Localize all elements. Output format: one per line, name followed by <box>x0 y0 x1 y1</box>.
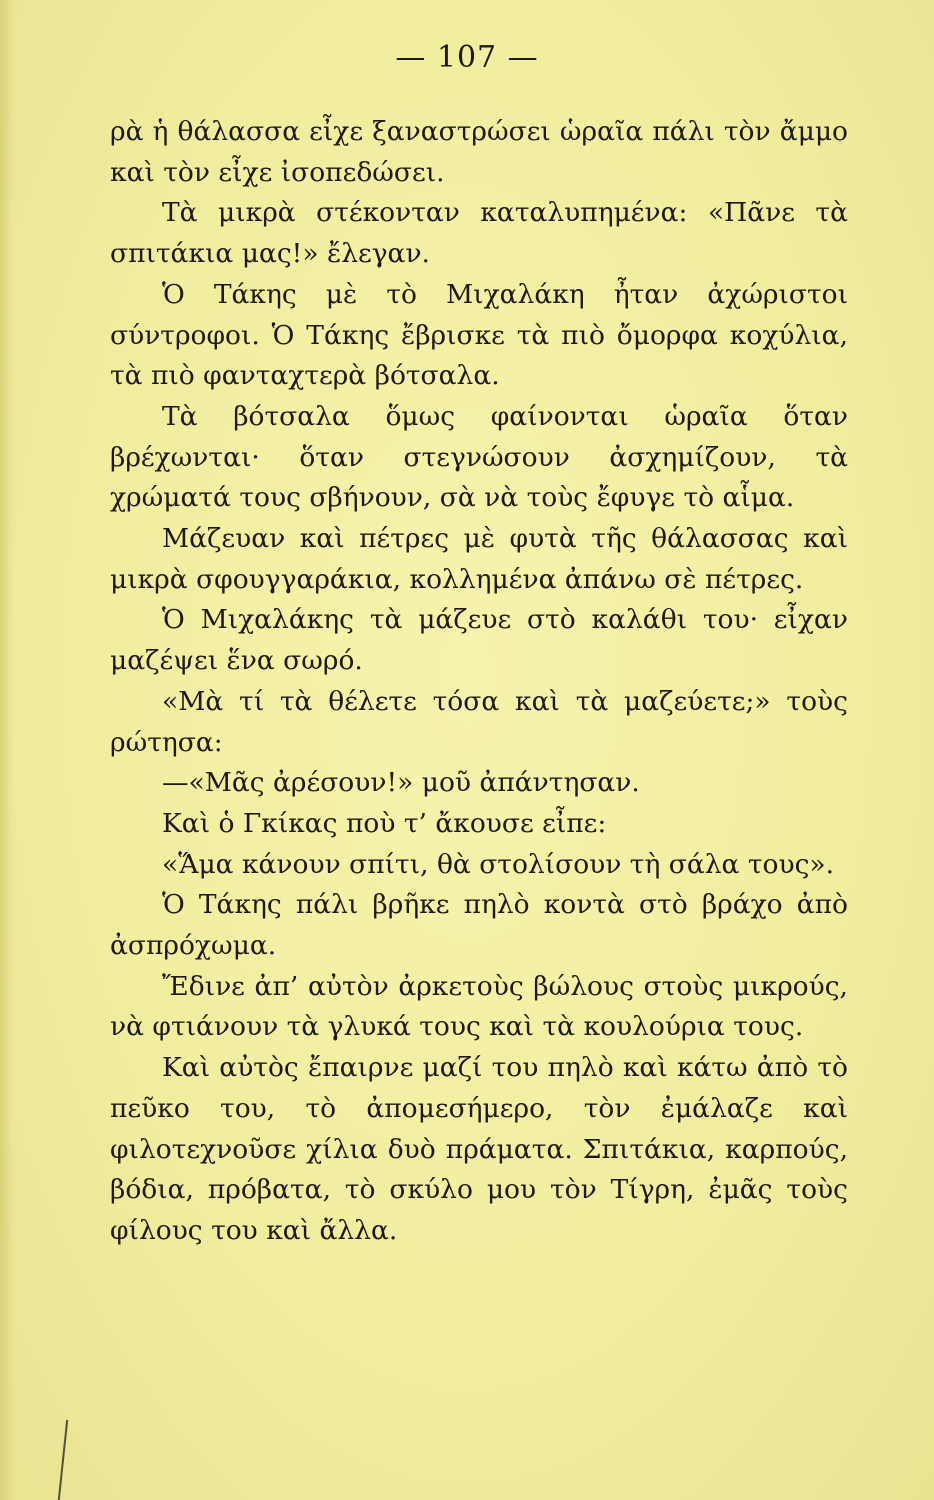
paragraph: ρὰ ἡ θάλασσα εἶχε ξαναστρώσει ὡραῖα πάλι τὸν ἄμμο καὶ τὸν εἶχε ἰσοπεδώσει. <box>110 116 848 188</box>
paragraph: Μάζευαν καὶ πέτρες μὲ φυτὰ τῆς θάλασσας καὶ μικρὰ σφουγγαράκια, κολλημένα ἀπάνω σὲ πέτρες. <box>110 523 848 595</box>
page-number: — 107 — <box>395 40 539 75</box>
paragraph: —«Μᾶς ἀρέσουν!» μοῦ ἀπάντησαν. <box>162 767 640 799</box>
paragraph: Τὰ βότσαλα ὅμως φαίνονται ὡραῖα ὅταν βρέχωνται· ὅταν στεγνώσουν ἀσχημίζουν, τὰ χρώματά τους σβήνουν, σὰ νὰ τοὺς ἔφυγε τὸ αἷμα. <box>110 400 848 514</box>
paragraph: Τὰ μικρὰ στέκονταν καταλυπημένα: «Πᾶνε τὰ σπιτάκια μας!» ἔλεγαν. <box>110 197 848 270</box>
paragraph: «Μὰ τί τὰ θέλετε τόσα καὶ τὰ μαζεύετε;» τοὺς ρώτησα: <box>110 685 848 758</box>
paragraph: Καὶ αὐτὸς ἔπαιρνε μαζί του πηλὸ καὶ κάτω ἀπὸ τὸ πεῦκο του, τὸ ἀπομεσήμερο, τὸν ἐμάλαζε καὶ φιλοτεχνοῦσε χίλια δυὸ πράματα. Σπιτάκια, καρπούς, βόδια, πρόβατα, τὸ σκύλο μου τὸν Τίγρη, ἐμᾶς τοὺς φίλους του καὶ ἄλλα. <box>110 1052 848 1246</box>
paragraph: Ὁ Τάκης μὲ τὸ Μιχαλάκη ἦταν ἀχώριστοι σύντροφοι. Ὁ Τάκης ἔβρισκε τὰ πιὸ ὄμορφα κοχύλια, τὰ πιὸ φανταχτερὰ βότσαλα. <box>110 278 848 392</box>
paragraph: Ἔδινε ἀπ’ αὐτὸν ἀρκετοὺς βώλους στοὺς μικρούς, νὰ φτιάνουν τὰ γλυκά τους καὶ τὰ κουλούρια τους. <box>110 970 848 1043</box>
paragraph: Ὁ Μιχαλάκης τὰ μάζευε στὸ καλάθι του· εἶχαν μαζέψει ἕνα σωρό. <box>110 604 848 677</box>
page-crease-mark <box>58 1420 78 1500</box>
paragraph: Ὁ Τάκης πάλι βρῆκε πηλὸ κοντὰ στὸ βράχο ἀπὸ ἀσπρόχωμα. <box>110 889 848 962</box>
page-edge-shadow <box>0 0 14 1500</box>
paragraph: Καὶ ὁ Γκίκας ποὺ τ’ ἄκουσε εἶπε: <box>162 807 607 839</box>
paragraph: «Ἅμα κάνουν σπίτι, θὰ στολίσουν τὴ σάλα τους». <box>162 848 835 880</box>
body-text <box>110 112 848 1252</box>
